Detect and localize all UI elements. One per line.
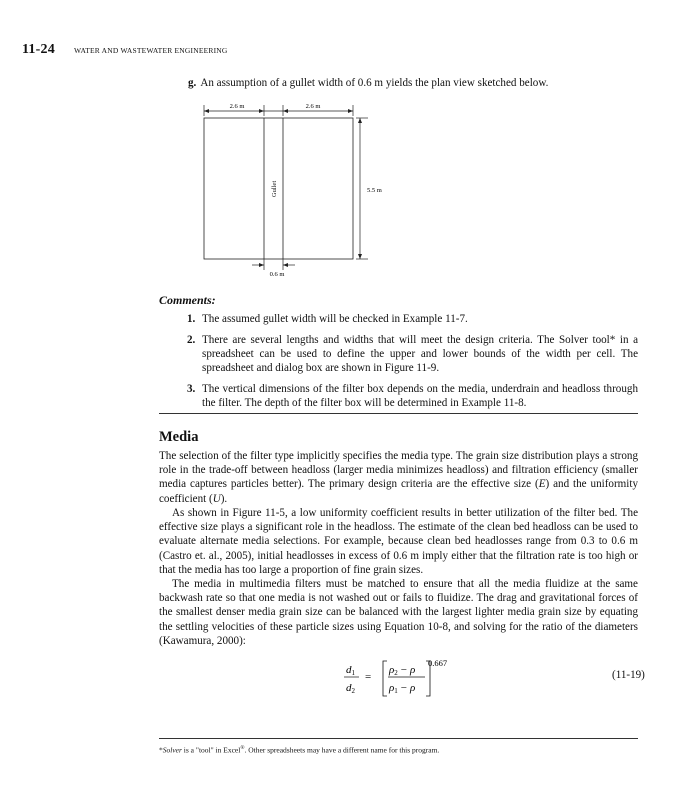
svg-text:ρ1−ρ (388, 682, 415, 695)
comment-number: 1. (187, 313, 196, 325)
eq-rho: ρ (389, 664, 395, 676)
p1-text: ). (220, 492, 228, 505)
eq-sub: 2 (351, 687, 355, 695)
eq-left-bracket (383, 661, 387, 696)
p1-text: ) and the uniformity coefficient ( (159, 478, 638, 505)
arrowhead (348, 109, 353, 113)
eq-sub: 2 (394, 669, 398, 677)
svg-text:ρ2−ρ (388, 664, 415, 677)
example-end-rule (159, 413, 638, 414)
eq-rho: ρ (389, 682, 395, 694)
svg-text:d1 (346, 664, 356, 677)
step-g (188, 77, 548, 89)
footnote-text: . Other spreadsheets may have a different name for this program. (244, 745, 440, 755)
media-paragraph-3: The media in multimedia filters must be matched to ensure that all the media fluidize at the same backwash rate so that one media is not washed out or fails to fluidize. The drag and gravitational forces of the smallest denser media grain size can be balanced with the largest lighter media grain size by equating the settling velocities of these particle sizes using Equation 10-8, and solving for the ratio of the diameters (Kawamura, 2000): (159, 578, 638, 647)
eq-rho: ρ (410, 664, 416, 676)
comment-text: The vertical dimensions of the filter box depends on the media, underdrain and headloss through the filter. The depth of the filter box will be determined in Example 11-8. (202, 383, 638, 409)
eq-sub: 1 (351, 669, 355, 677)
eq-exponent: 0.667 (428, 658, 448, 668)
footnote-star: * (159, 745, 163, 755)
arrowhead (204, 109, 209, 113)
comment-item-2 (187, 333, 638, 375)
eq-minus: − (400, 682, 407, 694)
eq-d2: d (346, 682, 352, 694)
symbol-U: U (212, 492, 221, 505)
arrowhead (283, 109, 288, 113)
eq-sub: 1 (394, 687, 398, 695)
registered-mark: ® (240, 745, 245, 751)
arrowhead (259, 263, 264, 267)
gullet-label: Gullet (271, 180, 278, 198)
comment-number: 2. (187, 334, 196, 346)
symbol-E: E (538, 478, 546, 491)
footnote-solver: Solver (162, 745, 182, 755)
p1-text: The selection of the filter type implicitly specifies the media type. The grain size distribution plays a strong role in the trade-off between headloss (larger media minimizes headloss) and filtration efficiency (smaller media captures particles better). The primary design criteria are the effective size ( (159, 450, 638, 491)
arrowhead (358, 118, 362, 123)
svg-text:d2 (346, 682, 356, 695)
footnote-text: is a "tool" in Excel (181, 745, 241, 755)
left-width-label: 2.6 m (229, 103, 245, 110)
equation-number: (11-19) (612, 669, 645, 681)
footnote-rule (159, 738, 638, 739)
eq-d1: d (346, 664, 352, 676)
step-g-text: An assumption of a gullet width of 0.6 m yields the plan view sketched below. (200, 77, 549, 89)
comment-number: 3. (187, 383, 196, 395)
equation-11-19 (340, 652, 470, 702)
comment-text: There are several lengths and widths that will meet the design criteria. The Solver tool* in a spreadsheet can be used to define the upper and lower bounds of the width per cell. The spreadsheet and dialog box are shown in Figure 11-9. (202, 334, 638, 374)
eq-rho: ρ (410, 682, 416, 694)
media-paragraph-2: As shown in Figure 11-5, a low uniformity coefficient results in better utilization of the filter bed. The effective size plays a significant role in the headloss. The estimate of the clean bed headloss can be used to evaluate alternate media selections. For example, because clean bed headlosses range from 0.3 to 0.6 m (Castro et. al., 2005), initial headlosses in excess of 0.6 m imply either that the filtration rate is too high or that the media has too large a proportion of fine grain sizes. (159, 507, 638, 576)
comment-text: The assumed gullet width will be checked in Example 11-7. (202, 313, 468, 325)
comments-heading: Comments: (159, 293, 216, 307)
media-paragraph-1 (159, 449, 638, 506)
running-title: WATER AND WASTEWATER ENGINEERING (74, 46, 228, 55)
eq-equals: = (365, 671, 372, 683)
arrowhead (259, 109, 264, 113)
gullet-width-label: 0.6 m (269, 271, 285, 278)
page-number: 11-24 (22, 42, 55, 57)
step-g-label: g. (188, 77, 197, 89)
footnote (159, 745, 439, 755)
eq-minus: − (400, 664, 407, 676)
filter-outline (204, 118, 353, 259)
right-width-label: 2.6 m (305, 103, 321, 110)
arrowhead (283, 263, 288, 267)
length-label: 5.5 m (367, 187, 382, 194)
comment-item-1 (187, 312, 638, 326)
plan-view-figure (195, 95, 390, 280)
arrowhead (358, 254, 362, 259)
section-heading-media: Media (159, 429, 199, 445)
comment-item-3 (187, 382, 638, 410)
